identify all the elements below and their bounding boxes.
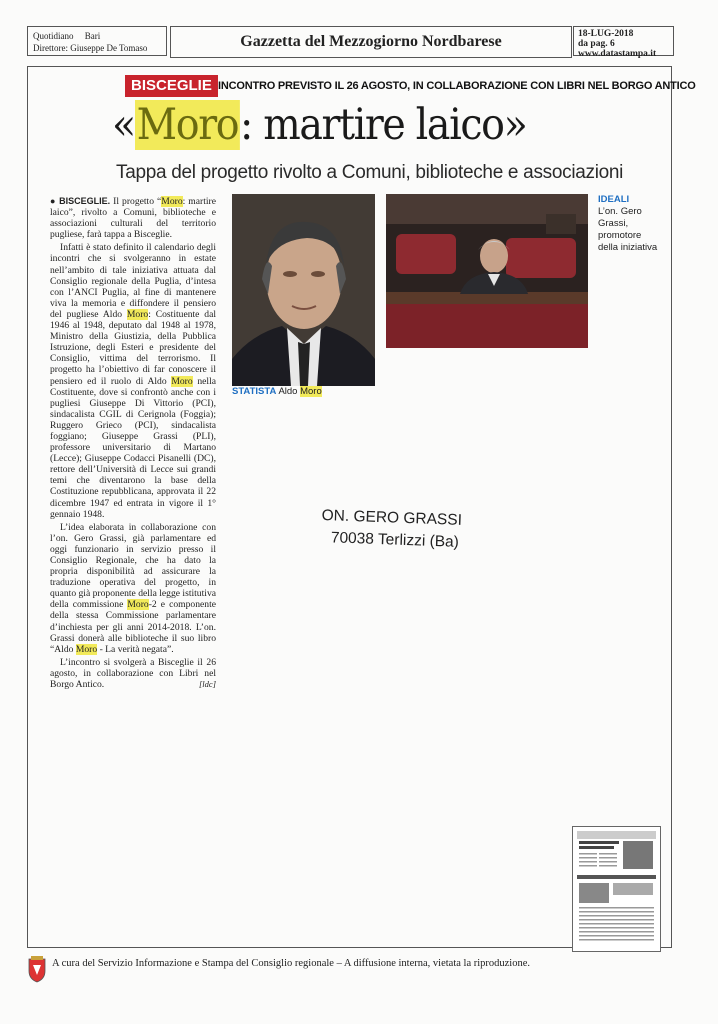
p3-text-a: L’idea elaborata in collaborazione con l’on. Gero Grassi, già parlamentare ed oggi funzionario in servizio presso il Consiglio Regionale, che ha dato la propria disponibilità ad assicurare la traduzione operativa del progetto, in quanto già proponente della legge istitutiva della commissione (50, 521, 216, 611)
paper-type: Quotidiano (33, 31, 74, 41)
p1-text-a: Il progetto “ (110, 196, 162, 207)
kicker-text: INCONTRO PREVISTO IL 26 AGOSTO, IN COLLABORAZIONE CON LIBRI NEL BORGO ANTICO (218, 80, 696, 92)
highlight-moro: Moro (126, 308, 149, 320)
caption1-name: Aldo (278, 386, 301, 397)
parliament-photo (386, 194, 588, 348)
paper-date: 18-LUG-2018 (578, 29, 634, 39)
headline (112, 100, 526, 150)
footer-note: A cura del Servizio Informazione e Stampa del Consiglio regionale – A diffusione interna, vietata la riproduzione. (52, 958, 531, 969)
p4-text: L’incontro si svolgerà a Bisceglie il 26 agosto, in collaborazione con Libri nel Borgo Antico. (50, 656, 216, 691)
paper-city: Bari (84, 31, 101, 41)
stamp-line-1: ON. GERO GRASSI (321, 506, 463, 529)
address-stamp (320, 505, 462, 554)
photo1-caption (232, 386, 322, 397)
p2-text-c: nella Costituente, dove si confrontò anche con i pugliesi Giuseppe Di Vittorio (PCI), sindacalista CGIL di Cerignola (Foggia); Ruggero Grieco (PCI), sindacalista foggiano; Giuseppe Grassi (PLI), professore universitario di Martano (Lecce); Giuseppe Codacci Pisanelli (DC), rettore dell’Università di Lecce sui grandi temi che diventarono la base della Costituzione repubblicana, approvata il 22 dicembre 1947 ed entrata in vigore il 1° gennaio 1948. (50, 375, 216, 520)
paragraph-3 (50, 522, 216, 655)
paragraph-4 (50, 657, 216, 690)
header-date-box (573, 26, 674, 59)
signature: [ldc] (199, 679, 216, 690)
portrait-illustration (232, 194, 375, 386)
headline-rest: : martire laico» (240, 100, 527, 150)
paper-director: Direttore: Giuseppe De Tomaso (33, 43, 148, 53)
paper-page: da pag. 6 (578, 39, 615, 49)
newspaper-title: Gazzetta del Mezzogiorno Nordbarese (170, 26, 572, 58)
kicker-tag: BISCEGLIE (125, 75, 218, 97)
paragraph-1 (50, 196, 216, 240)
p2-text-b: : Costituente dal 1946 al 1948, deputato dal 1948 al 1978, Ministro della Giustizia, della Pubblica Istruzione, degli Esteri e presidente del Consiglio, vittima del terrorismo. Il progetto ha l’obiettivo di far conoscere il pensiero ed il ruolo di Aldo (50, 308, 216, 387)
page-thumbnail (572, 826, 661, 952)
article-body (50, 196, 216, 692)
subheadline: Tappa del progetto rivolto a Comuni, biblioteche e associazioni (116, 162, 624, 183)
stamp-line-2: 70038 Terlizzi (Ba) (330, 529, 460, 551)
p3-text-c: - La verità negata”. (97, 643, 174, 655)
caption1-key: STATISTA (232, 386, 277, 397)
caption2-text: L’on. Gero Grassi, promotore della iniziativa (598, 206, 658, 253)
p2-text-a: Infatti è stato definito il calendario degli incontri che si svolgeranno in estate nell’ambito di tale iniziativa attuata dal Consiglio regionale della Puglia, d’intesa con l’ANCI Puglia, al fine di mantenere viva la memoria e diffondere il pensiero del pugliese Aldo (50, 242, 216, 320)
header-meta (27, 26, 167, 56)
paragraph-2 (50, 242, 216, 519)
highlight-moro: Moro (171, 375, 193, 387)
headline-open: « (112, 100, 135, 150)
paper-site: www.datastampa.it (578, 49, 657, 59)
highlight-moro: Moro (161, 196, 183, 207)
parliament-illustration (386, 194, 588, 348)
dateline: ● BISCEGLIE. (50, 196, 111, 206)
region-emblem-icon (27, 955, 47, 983)
highlight-moro: Moro (127, 599, 149, 611)
p1-text-b: : martire laico”, rivolto a Comuni, biblioteche e associazioni culturali del territorio pugliese, farà tappa a Bisceglie. (50, 196, 216, 241)
headline-highlight: Moro (136, 100, 239, 150)
thumbnail-illustration (573, 827, 660, 951)
highlight-moro: Moro (75, 643, 98, 655)
caption1-highlight: Moro (300, 386, 322, 397)
p3-text-b: -2 e componente della stessa Commissione parlamentare d’inchiesta per gli anni 2014-2018. L’on. Grassi donerà alle biblioteche il suo libro “Aldo (50, 599, 216, 655)
caption2-key: IDEALI (598, 194, 630, 205)
portrait-photo (232, 194, 375, 386)
